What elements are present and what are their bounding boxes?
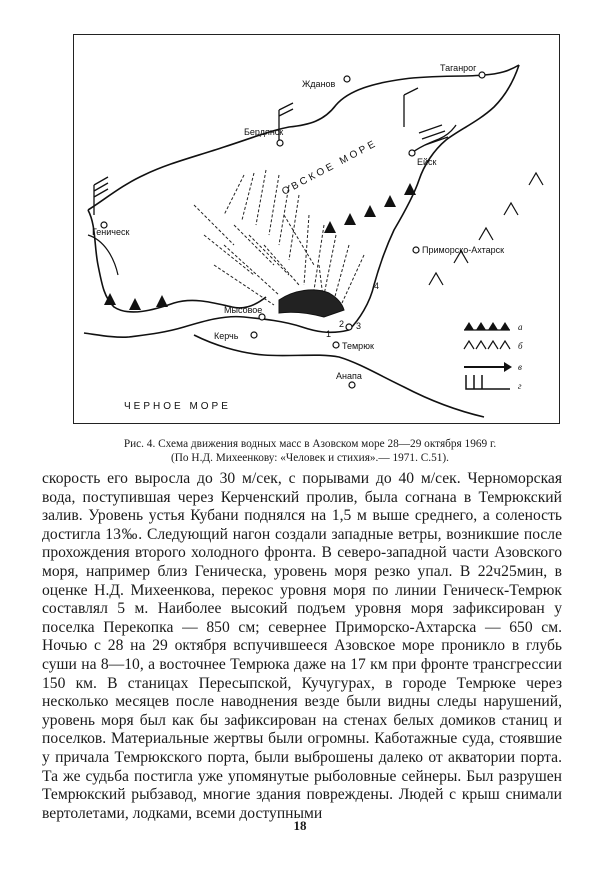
label-point-3: 3: [356, 321, 362, 331]
figure-caption: [60, 437, 560, 465]
label-point-1: 1: [326, 329, 332, 339]
figure-map: [73, 34, 560, 424]
legend-label-v: в: [518, 362, 522, 372]
label-mysovoe: Мысовое: [224, 305, 263, 315]
caption-line-1: Рис. 4. Схема движения водных масс в Азовском море 28—29 октября 1969 г.: [123, 438, 497, 450]
label-taganrog: Таганрог: [440, 63, 477, 73]
label-azov-sea: ОВСКОЕ МОРЕ: [280, 137, 380, 198]
label-black-sea: ЧЕРНОЕ МОРЕ: [124, 401, 231, 412]
legend-label-g: г: [518, 381, 522, 391]
body-text: [42, 470, 562, 823]
label-zhdanov: Жданов: [302, 79, 336, 89]
label-genichesk: Геническ: [92, 227, 130, 237]
map-text-layer: [74, 35, 561, 425]
caption-line-2: (По Н.Д. Михеенкову: «Человек и стихия».— 1971. С.51).: [171, 452, 449, 464]
body-paragraph: скорость его выросла до 30 м/сек, с порывами до 40 м/сек. Черноморская вода, поступившая через Керченский пролив, была согнана в Темрюкский залив. Уровень устья Кубани поднялся на 1,5 м выше среднего, а соленость достигла 13‰. Следующий нагон создали западные ветры, возникшие после прохождения второго холодного фронта. В северо-западной части Азовского моря, например близ Геническа, уровень моря резко упал. В 22ч25мин, в оценке Н.Д. Михеенкова, перекос уровня моря по линии Геническ-Темрюк составлял 5 м. Наиболее высокий подъем уровня моря зафиксирован у поселка Перекопка — 850 см; севернее Приморско-Ахтарска — 650 см. Ночью с 28 на 29 октября вспучившееся Азовское море проникло в глубь суши на 8—10, а восточнее Темрюка даже на 17 км при фронте трансгрессии 150 км. В станицах Пересыпской, Кучугурах, в городе Темрюке через несколько месяцев после наводнения везде были видны следы нарушений, уровень моря был как бы зафиксирован на стенах белых домиков станиц и поселков. Материальные жертвы были огромны. Каботажные суда, стоявшие у причала Темрюкского порта, были выброшены далеко от акватории порта. Та же судьба постигла уже упомянутые рыболовные сейнеры. Был разрушен Темрюкский рыбзавод, многие здания повреждены. Людей с крыш снимали вертолетами, лодками, всеми доступными: [42, 470, 562, 822]
label-anapa: Анапа: [336, 371, 362, 381]
label-kerch: Керчь: [214, 331, 239, 341]
label-primorsko: Приморско-Ахтарск: [422, 245, 505, 255]
page-number: 18: [293, 818, 307, 833]
label-temryuk: Темрюк: [342, 341, 374, 351]
legend-label-a: а: [518, 322, 523, 332]
label-point-4: 4: [374, 281, 380, 291]
label-berdyansk: Бердянск: [244, 127, 284, 137]
legend-label-b: б: [518, 341, 523, 351]
label-point-2: 2: [339, 319, 345, 329]
label-yeysk: Ейск: [417, 157, 437, 167]
